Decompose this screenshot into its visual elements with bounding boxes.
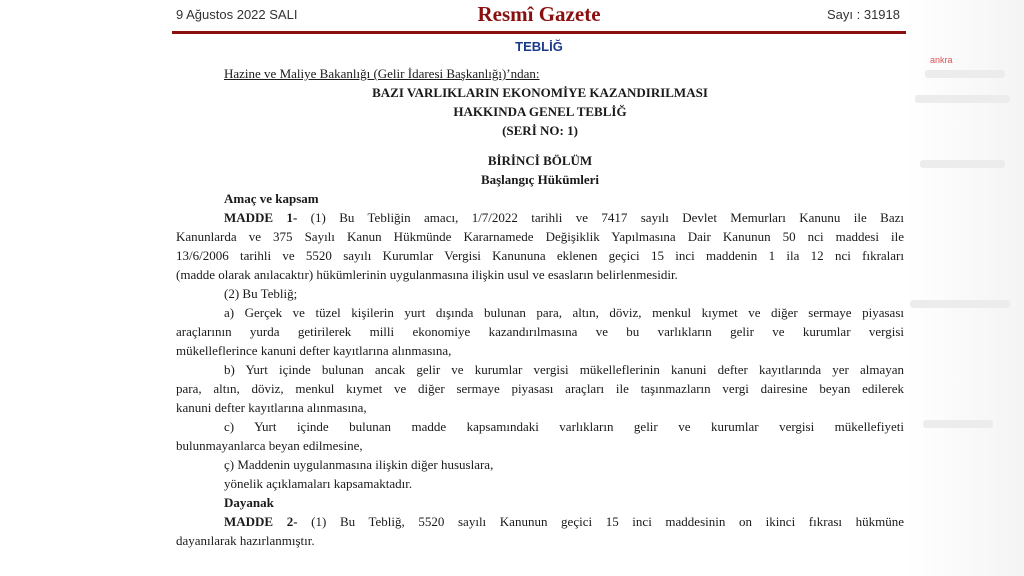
background-ghost-panel xyxy=(905,0,1024,576)
heading-basis: Dayanak xyxy=(224,495,274,510)
item-a-line-1: a) Gerçek ve tüzel kişilerin yurt dışında bulunan para, altın, döviz, menkul kıymet ve diğer sermaye piyasası xyxy=(224,305,904,320)
item-a-line-2: araçlarının yurda getirilerek milli ekonomiye kazandırılmasına ve bu varlıkların gelir ve kurumlar vergisi xyxy=(176,324,904,339)
document-body xyxy=(176,64,904,550)
article-1-label: MADDE 1- xyxy=(224,210,298,225)
closing-line: yönelik açıklamaları kapsamaktadır. xyxy=(224,476,413,491)
gazette-header xyxy=(172,0,906,34)
article-2-line-2: dayanılarak hazırlanmıştır. xyxy=(176,533,315,548)
issue-date: 9 Ağustos 2022 SALI xyxy=(176,7,298,22)
section-label: TEBLİĞ xyxy=(515,39,563,54)
doc-title-line-2: HAKKINDA GENEL TEBLİĞ xyxy=(453,104,627,119)
item-a-line-3: mükelleflerince kanuni defter kayıtlarına alınmasına, xyxy=(176,343,452,358)
doc-title-line-3: (SERİ NO: 1) xyxy=(502,123,578,138)
item-c-line-2: bulunmayanlarca beyan edilmesine, xyxy=(176,438,363,453)
item-c-line-1: c) Yurt içinde bulunan madde kapsamındaki varlıkların gelir ve kurumlar vergisi mükellefiyeti xyxy=(224,419,904,434)
gazette-title: Resmî Gazete xyxy=(477,2,601,26)
item-b-line-3: kanuni defter kayıtlarına alınmasına, xyxy=(176,400,367,415)
issue-number: Sayı : 31918 xyxy=(827,7,900,22)
heading-purpose: Amaç ve kapsam xyxy=(224,191,319,206)
item-b-line-1: b) Yurt içinde bulunan ancak gelir ve kurumlar vergisi mükelleflerinin kanuni defter kayıtlarında yer almayan xyxy=(224,362,904,377)
item-b-line-2: para, altın, döviz, menkul kıymet ve diğer sermaye piyasası araçları ile taşınmazların vergi dairesine beyan edilerek xyxy=(176,381,904,396)
article-2-label: MADDE 2- xyxy=(224,514,298,529)
doc-title-line-1: BAZI VARLIKLARIN EKONOMİYE KAZANDIRILMASI xyxy=(372,85,708,100)
part-subtitle: Başlangıç Hükümleri xyxy=(480,172,600,187)
article-1-line-3: 13/6/2006 tarihli ve 5520 sayılı Kurumlar Vergisi Kanununa eklenen geçici 15 inci maddenin 1 ila 12 nci fıkraları xyxy=(176,248,904,263)
item-cc: ç) Maddenin uygulanmasına ilişkin diğer hususlara, xyxy=(224,457,494,472)
article-1-line-1: MADDE 1- (1) Bu Tebliğin amacı, 1/7/2022 tarihli ve 7417 sayılı Devlet Memurları Kanunu ile Bazı xyxy=(224,210,904,225)
issuer-line: Hazine ve Maliye Bakanlığı (Gelir İdaresi Başkanlığı)’ndan: xyxy=(224,66,540,81)
watermark: ankra xyxy=(930,55,953,65)
article-1-line-2: Kanunlarda ve 375 Sayılı Kanun Hükmünde Kararnamede Değişiklik Yapılmasına Dair Kanunun 50 nci maddesi ile xyxy=(176,229,904,244)
part-title: BİRİNCİ BÖLÜM xyxy=(487,153,593,168)
article-1-line-4: (madde olarak anılacaktır) hükümlerinin uygulanmasına ilişkin usul ve esasların belirlenmesidir. xyxy=(176,267,678,282)
paragraph-2: (2) Bu Tebliğ; xyxy=(224,286,298,301)
article-2-line-1: MADDE 2- (1) Bu Tebliğ, 5520 sayılı Kanunun geçici 15 inci maddesinin on ikinci fıkrası hükmüne xyxy=(224,514,905,529)
